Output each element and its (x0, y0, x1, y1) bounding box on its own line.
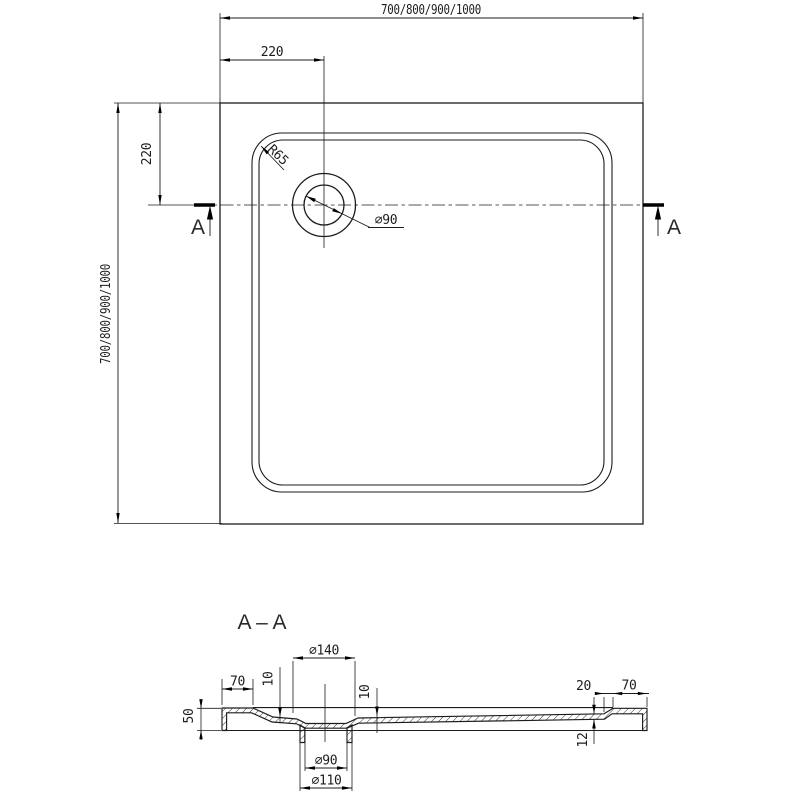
dim-drain-diameter: ⌀90 (374, 213, 398, 228)
drain-spigot-left (300, 725, 305, 743)
dim-top-width: 700/800/900/1000 (381, 3, 481, 18)
section-marker-right (643, 205, 681, 239)
drain-spigot-right (347, 725, 352, 743)
dim-corner-radius: R65 (264, 142, 291, 169)
top-view (99, 3, 681, 524)
dim-drain-hole: ⌀90 (314, 753, 338, 769)
dim-depth-left: 10 (261, 671, 277, 687)
section-arrow-up-icon (655, 206, 661, 220)
dim-depth-right: 10 (358, 684, 373, 700)
dim-drain-offset-y: 220 (140, 142, 155, 166)
section-arrow-up-icon (207, 206, 213, 220)
dim-sheet-thickness: 12 (576, 732, 591, 748)
arrowhead-icon (199, 699, 202, 708)
arrowhead-icon (592, 720, 596, 729)
section-marker-left (191, 205, 215, 239)
arrowhead-icon (638, 692, 647, 695)
arrowhead-icon (332, 208, 342, 214)
arrowhead-icon (375, 707, 379, 717)
section-view (182, 611, 649, 791)
dim-edge-slope: 20 (575, 679, 592, 694)
section-marker-letter: A (190, 216, 206, 239)
dim-rim-right: 70 (621, 678, 637, 694)
basin-outline-outer (252, 133, 612, 492)
arrowhead-icon (199, 730, 202, 739)
section-marker-letter: A (666, 216, 682, 239)
tray-cross-section (222, 708, 647, 731)
dim-left-height: 700/800/900/1000 (99, 243, 114, 364)
dim-drain-flange: ⌀110 (311, 773, 342, 789)
arrowhead-icon (592, 705, 596, 714)
dim-rim-left: 70 (229, 674, 246, 690)
arrowhead-icon (278, 708, 282, 718)
basin-outline-inner (259, 140, 604, 485)
tray-outer-edge (220, 103, 643, 524)
dim-tray-height: 50 (182, 708, 197, 724)
section-label: A – A (237, 611, 287, 634)
dim-drain-offset-x: 220 (260, 45, 284, 60)
arrowhead-icon (306, 196, 316, 202)
dim-recess-diameter: ⌀140 (308, 643, 340, 659)
arrowhead-icon (595, 692, 604, 695)
